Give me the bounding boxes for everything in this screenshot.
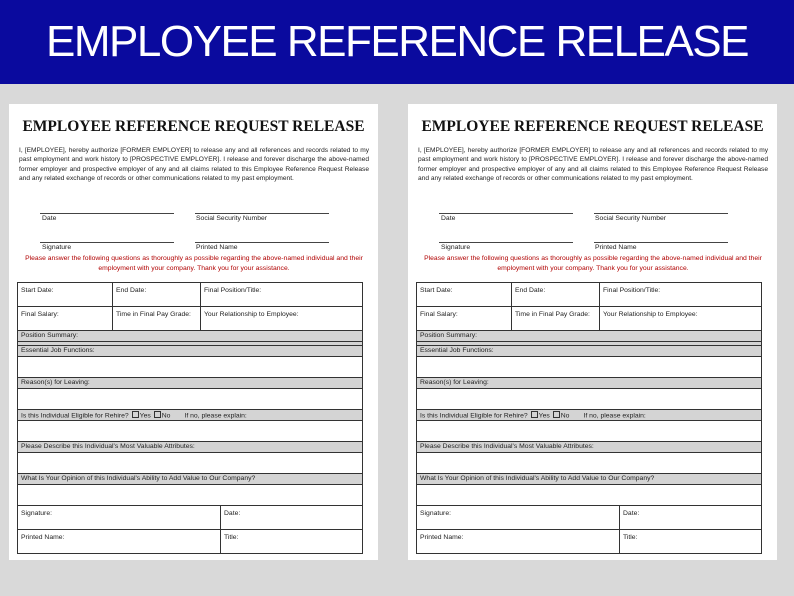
form-page-left	[9, 104, 378, 560]
printed-name-label: Printed Name	[595, 244, 637, 251]
reasons-leaving-answer[interactable]	[18, 389, 363, 410]
time-final-pay-cell[interactable]: Time in Final Pay Grade:	[113, 307, 201, 331]
table-row	[417, 389, 762, 410]
table-row	[417, 442, 762, 453]
authorization-paragraph: I, [EMPLOYEE], hereby authorize [FORMER EMPLOYER] to release any and all references and records related to my past employment and work history to [PROSPECTIVE EMPLOYER]. I release and forever discharge the above-named former employer and prospective employer of any and all claims related to this Employee Reference Request Release and any related exchange of records or other communications related to my past employment.	[418, 147, 768, 182]
attributes-answer[interactable]	[417, 453, 762, 474]
yes-checkbox[interactable]	[531, 411, 538, 418]
yes-checkbox[interactable]	[132, 411, 139, 418]
table-row	[417, 331, 762, 342]
attributes-header: Please Describe this Individual's Most Valuable Attributes:	[417, 442, 762, 453]
table-row	[18, 474, 363, 485]
table-row	[417, 283, 762, 307]
banner-title: EMPLOYEE REFERENCE RELEASE	[46, 17, 748, 66]
no-label: No	[161, 412, 171, 420]
table-row	[417, 453, 762, 474]
table-row	[417, 474, 762, 485]
relationship-cell[interactable]: Your Relationship to Employee:	[600, 307, 762, 331]
if-no-label: If no, please explain:	[184, 412, 247, 420]
relationship-cell[interactable]: Your Relationship to Employee:	[201, 307, 363, 331]
opinion-answer[interactable]	[417, 485, 762, 506]
rehire-answer[interactable]	[417, 421, 762, 442]
yes-label: Yes	[139, 412, 151, 420]
end-date-cell[interactable]: End Date:	[113, 283, 201, 307]
start-date-cell[interactable]: Start Date:	[18, 283, 113, 307]
table-row	[18, 389, 363, 410]
table-row	[18, 331, 363, 342]
table-row	[18, 485, 363, 506]
position-summary-header: Position Summary:	[417, 331, 762, 342]
table-row	[417, 506, 762, 530]
date-cell[interactable]: Date:	[620, 506, 762, 530]
ssn-label: Social Security Number	[595, 215, 667, 222]
table-row	[18, 506, 363, 530]
if-no-label: If no, please explain:	[583, 412, 646, 420]
table-row	[417, 410, 762, 421]
authorization-paragraph: I, [EMPLOYEE], hereby authorize [FORMER EMPLOYER] to release any and all references and records related to my past employment and work history to [PROSPECTIVE EMPLOYER]. I release and forever discharge the above-named former employer and prospective employer of any and all claims related to this Employee Reference Request Release and any related exchange of records or other communications related to my past employment.	[19, 147, 369, 182]
form-title: EMPLOYEE REFERENCE REQUEST RELEASE	[421, 118, 764, 135]
rehire-header	[417, 410, 762, 421]
reasons-leaving-header: Reason(s) for Leaving:	[18, 378, 363, 389]
table-row	[417, 346, 762, 357]
final-salary-cell[interactable]: Final Salary:	[18, 307, 113, 331]
attributes-header: Please Describe this Individual's Most Valuable Attributes:	[18, 442, 363, 453]
table-row	[18, 378, 363, 389]
instructions-notice: Please answer the following questions as thoroughly as possible regarding the above-named individual and their employment with your company. Thank you for your assistance.	[424, 255, 762, 272]
reasons-leaving-header: Reason(s) for Leaving:	[417, 378, 762, 389]
final-position-cell[interactable]: Final Position/Title:	[201, 283, 363, 307]
time-final-pay-cell[interactable]: Time in Final Pay Grade:	[512, 307, 600, 331]
form-title: EMPLOYEE REFERENCE REQUEST RELEASE	[22, 118, 365, 135]
printed-name-cell[interactable]: Printed Name:	[18, 530, 221, 554]
printed-name-cell[interactable]: Printed Name:	[417, 530, 620, 554]
table-row	[18, 453, 363, 474]
table-row	[18, 346, 363, 357]
opinion-header: What Is Your Opinion of this Individual's Ability to Add Value to Our Company?	[417, 474, 762, 485]
yes-label: Yes	[538, 412, 550, 420]
table-row	[18, 530, 363, 554]
title-cell[interactable]: Title:	[221, 530, 363, 554]
essential-functions-answer[interactable]	[417, 357, 762, 378]
no-checkbox[interactable]	[154, 411, 161, 418]
signature-label: Signature	[441, 244, 471, 251]
rehire-answer[interactable]	[18, 421, 363, 442]
table-row	[417, 421, 762, 442]
header-banner	[0, 0, 794, 84]
signature-cell[interactable]: Signature:	[18, 506, 221, 530]
no-label: No	[560, 412, 570, 420]
instructions-notice: Please answer the following questions as thoroughly as possible regarding the above-named individual and their employment with your company. Thank you for your assistance.	[25, 255, 363, 272]
rehire-header	[18, 410, 363, 421]
position-summary-header: Position Summary:	[18, 331, 363, 342]
rehire-question: Is this Individual Eligible for Rehire?	[21, 412, 129, 420]
end-date-cell[interactable]: End Date:	[512, 283, 600, 307]
table-row	[417, 357, 762, 378]
table-row	[417, 307, 762, 331]
title-cell[interactable]: Title:	[620, 530, 762, 554]
opinion-answer[interactable]	[18, 485, 363, 506]
date-line	[439, 213, 573, 214]
reference-table	[17, 282, 363, 554]
opinion-header: What Is Your Opinion of this Individual's Ability to Add Value to Our Company?	[18, 474, 363, 485]
table-row	[18, 307, 363, 331]
rehire-question: Is this Individual Eligible for Rehire?	[420, 412, 528, 420]
table-row	[18, 442, 363, 453]
essential-functions-answer[interactable]	[18, 357, 363, 378]
table-row	[18, 410, 363, 421]
date-label: Date	[441, 215, 456, 222]
date-line	[40, 213, 174, 214]
signature-line	[439, 242, 573, 243]
ssn-line	[195, 213, 329, 214]
no-checkbox[interactable]	[553, 411, 560, 418]
signature-cell[interactable]: Signature:	[417, 506, 620, 530]
form-page-right	[408, 104, 777, 560]
final-salary-cell[interactable]: Final Salary:	[417, 307, 512, 331]
table-row	[417, 530, 762, 554]
essential-functions-header: Essential Job Functions:	[18, 346, 363, 357]
printed-name-label: Printed Name	[196, 244, 238, 251]
attributes-answer[interactable]	[18, 453, 363, 474]
start-date-cell[interactable]: Start Date:	[417, 283, 512, 307]
table-row	[18, 421, 363, 442]
table-row	[18, 283, 363, 307]
printed-name-line	[195, 242, 329, 243]
essential-functions-header: Essential Job Functions:	[417, 346, 762, 357]
reasons-leaving-answer[interactable]	[417, 389, 762, 410]
table-row	[417, 485, 762, 506]
table-row	[417, 378, 762, 389]
reference-table	[416, 282, 762, 554]
final-position-cell[interactable]: Final Position/Title:	[600, 283, 762, 307]
printed-name-line	[594, 242, 728, 243]
ssn-line	[594, 213, 728, 214]
table-row	[18, 357, 363, 378]
signature-label: Signature	[42, 244, 72, 251]
ssn-label: Social Security Number	[196, 215, 268, 222]
date-label: Date	[42, 215, 57, 222]
date-cell[interactable]: Date:	[221, 506, 363, 530]
signature-line	[40, 242, 174, 243]
